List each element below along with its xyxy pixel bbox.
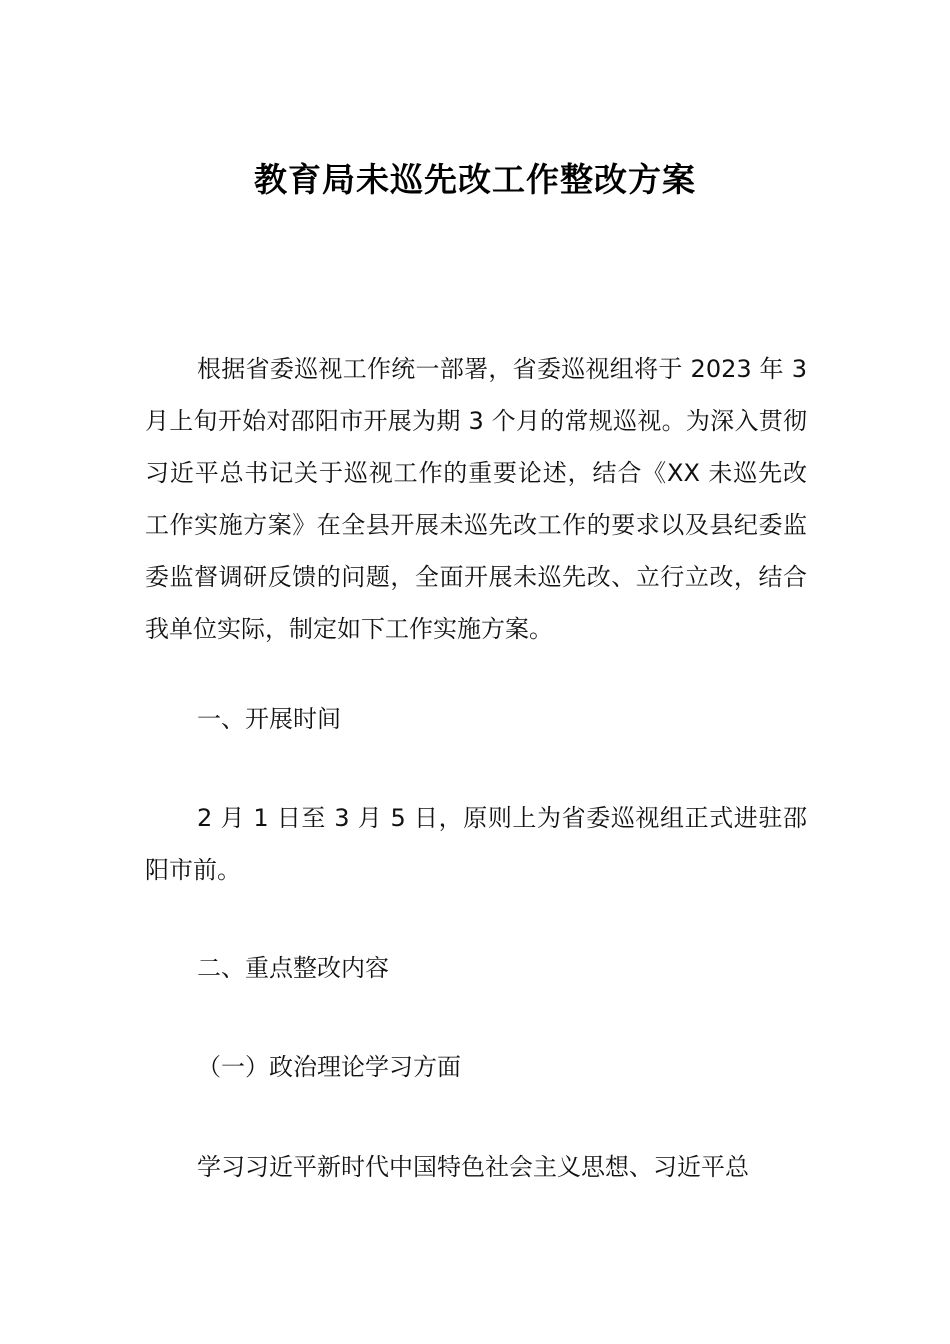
subsection-1-block xyxy=(145,1041,807,1093)
document-title: 教育局未巡先改工作整改方案 xyxy=(254,160,696,199)
subsection-1-heading: （一）政治理论学习方面 xyxy=(197,1053,461,1081)
section-1-text-block xyxy=(145,792,807,896)
section-2-heading: 二、重点整改内容 xyxy=(197,954,389,982)
subsection-1-paragraph: 学习习近平新时代中国特色社会主义思想、习近平总 xyxy=(197,1153,749,1181)
intro-block xyxy=(145,343,807,655)
intro-paragraph: 根据省委巡视工作统一部署，省委巡视组将于 2023 年 3 月上旬开始对邵阳市开展为期 3 个月的常规巡视。为深入贯彻习近平总书记关于巡视工作的重要论述，结合《XX 未巡先改工作实施方案》在全县开展未巡先改工作的要求以及县纪委监委监督调研反馈的问题，全面开展未巡先改、立行立改，结合我单位实际，制定如下工作实施方案。 xyxy=(145,355,807,643)
section-2-block xyxy=(145,942,807,994)
section-1-paragraph: 2 月 1 日至 3 月 5 日，原则上为省委巡视组正式进驻邵阳市前。 xyxy=(145,804,807,884)
section-1-block xyxy=(145,693,807,745)
subsection-1-text-block xyxy=(145,1141,807,1193)
section-1-heading: 一、开展时间 xyxy=(197,705,341,733)
